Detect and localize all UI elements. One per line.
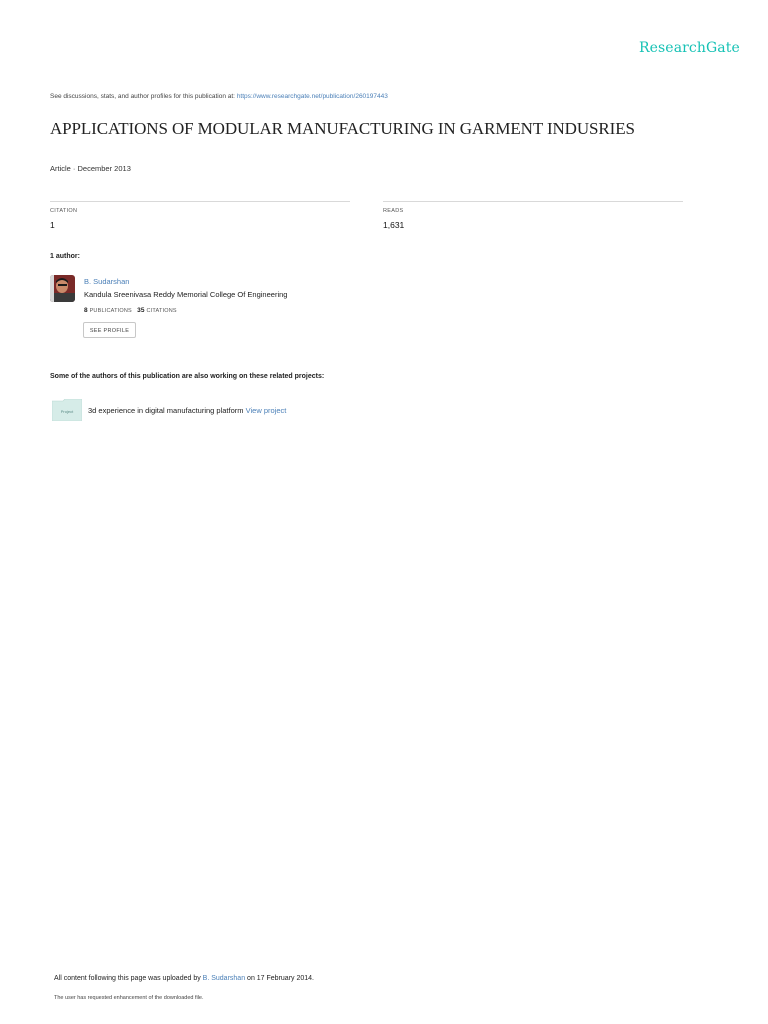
see-profile-button[interactable]: SEE PROFILE: [83, 322, 136, 338]
publications-label: PUBLICATIONS: [89, 308, 132, 314]
view-project-link[interactable]: View project: [245, 406, 287, 415]
publication-title: APPLICATIONS OF MODULAR MANUFACTURING IN GARMENT INDUSRIES: [50, 119, 635, 138]
citation-count: 1: [50, 220, 55, 230]
related-projects-heading: Some of the authors of this publication are also working on these related projects:: [50, 373, 325, 380]
project-line: [88, 406, 286, 415]
author-institution: Kandula Sreenivasa Reddy Memorial College Of Engineering: [84, 290, 288, 299]
upload-suffix: on 17 February 2014.: [247, 975, 314, 982]
citation-label: CITATION: [50, 208, 78, 214]
upload-prefix: All content following this page was uploaded by: [54, 975, 201, 982]
publications-count: 8: [84, 307, 88, 314]
publication-link-line: [50, 93, 388, 100]
authors-heading: 1 author:: [50, 253, 80, 260]
researchgate-logo[interactable]: ResearchGate: [639, 40, 740, 56]
enhancement-note: The user has requested enhancement of the downloaded file.: [54, 995, 204, 1001]
author-name-link[interactable]: B. Sudarshan: [84, 277, 130, 286]
reads-count: 1,631: [383, 220, 405, 230]
citations-label: CITATIONS: [146, 308, 177, 314]
reads-divider: [383, 201, 683, 202]
project-name: 3d experience in digital manufacturing platform: [88, 406, 244, 415]
project-icon-label: Project: [60, 409, 74, 414]
citation-divider: [50, 201, 350, 202]
uploader-link[interactable]: B. Sudarshan: [202, 975, 246, 982]
publication-url-link[interactable]: https://www.researchgate.net/publication/260197443: [236, 93, 388, 100]
author-avatar[interactable]: [50, 275, 75, 302]
project-folder-icon: [52, 399, 82, 421]
intro-text: See discussions, stats, and author profiles for this publication at:: [50, 93, 235, 100]
upload-notice: [54, 975, 314, 982]
reads-label: READS: [383, 208, 404, 214]
publication-meta: Article · December 2013: [50, 164, 131, 173]
citations-count: 35: [137, 307, 145, 314]
author-stats: [84, 307, 177, 314]
